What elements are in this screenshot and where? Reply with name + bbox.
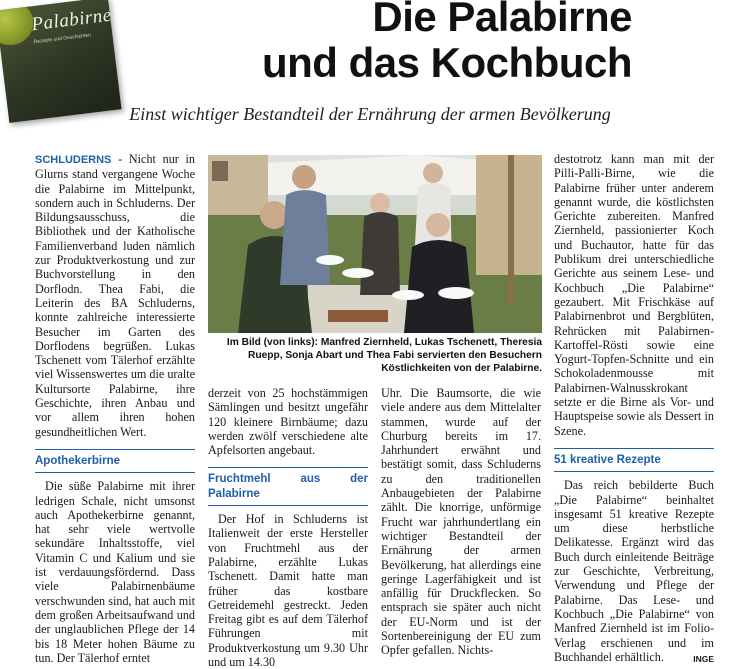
intro-text: - Nicht nur in Glurns stand vergangene Woche die Palabirne im Mittelpunkt, sondern auch in Schluderns. Der Bildungsausschuss, die Bibliothek und der Katholische Familienverband luden nämlich zur Produktverkostung und zur Buchvorstellung in den Dorflodn. Thea Fabi, die Leiterin des BA Schluderns, konnte zahlreiche interessierte Besucher im Garten des Dorflodens begrüßen. Lukas Tschenett vom Tälerhof erzählte viel Wissenswertes um die uralte Kultursorte Palabirne, ihre Geschichte, ihren Anbau und vor allem ihren hohen gesundheitlichen Wert. — [35, 152, 195, 439]
subhead-rezepte: 51 kreative Rezepte — [554, 453, 661, 466]
subhead-rule-bottom — [554, 471, 714, 472]
book-cover-title: Palabirne — [30, 4, 113, 36]
body-paragraph: derzeit von 25 hochstämmigen Sämlingen und besitzt ungefähr 120 kleinere Birnbäume; dazu werden zwölf verschiedene alte Apfelsorten angebaut. — [208, 386, 368, 458]
intro-paragraph — [35, 152, 195, 439]
subhead-rule-top — [554, 448, 714, 449]
photo-caption: Im Bild (von links): Manfred Ziernheld, Lukas Tschenett, Theresia Ruepp, Sonja Abart und Thea Fabi servierten den Besuchern Köstlichkeiten von der Palabirne. — [226, 337, 542, 374]
pear-illustration — [0, 0, 36, 48]
body-paragraph: destotrotz kann man mit der Pilli-Palli-Birne, wie die Palabirne früher unter anderem genannt wurde, die köstlichsten Gerichte zubereiten. Manfred Ziernheld, passionierter Koch und Buchautor, hatte für das Publikum drei unterschiedliche Gerichte aus seinem Lese- und Kochbuch „Die Palabirne“ gezaubert. Mit Frischkäse auf Palabirnenbrot und Bergblüten, Rehrücken mit Palabirnen-Kartoffel-Rösti sowie eine Yogurt-Topfen-Schnitte und ein Schokoladenmousse mit Palabirnen-Walnusskrokant setzte er die Birne als Vor- und Hauptspeise sowie als Dessert in Szene. — [554, 152, 714, 438]
subhead-rule-bottom — [35, 472, 195, 473]
subhead-rule-top — [208, 467, 368, 468]
article-photo — [208, 155, 542, 333]
subhead-fruchtmehl: Fruchtmehl aus der Palabirne — [208, 473, 368, 500]
photo-scene — [208, 155, 542, 333]
subhead-rule-bottom — [208, 505, 368, 506]
article-column-1 — [35, 152, 195, 665]
body-paragraph — [554, 478, 714, 664]
subhead-apothekerbirne: Apothekerbirne — [35, 454, 120, 467]
author-signature: INGE — [693, 653, 714, 664]
body-paragraph: Uhr. Die Baumsorte, die wie viele andere aus dem Mittelalter stammen, wurde auf der Churburg bereits im 17. Jahrhundert erwähnt und bestätigt somit, dass Schluderns zu den traditionellen Anbaugebieten der Palabirne zählt. Die knorrige, unförmige Frucht war jahrhundertlang ein wichtiger Bestandteil der Ernährung der armen Bevölkerung, hat allerdings eine geringe Lagerfähigkeit und ist anfällig für Druckflecken. So entsprach sie später auch nicht der EU-Norm und ist der Sortenbereinigung der EU zum Opfer gefallen. Nichts- — [381, 386, 541, 658]
subhead-rule-top — [35, 449, 195, 450]
dateline: SCHLUDERNS — [35, 154, 112, 166]
headline — [200, 0, 632, 86]
article-column-4 — [554, 152, 714, 666]
article-column-2 — [208, 386, 368, 669]
body-paragraph: Der Hof in Schluderns ist Italienweit der erste Hersteller von Fruchtmehl aus der Palabirne, erzählte Lukas Tschenett. Damit hatte man früher das kostbare Getreidemehl gestreckt. Jeden Freitag gibt es auf dem Tälerhof Führungen mit Produktverkostung um 9.30 Uhr und um 14.30 — [208, 512, 368, 669]
body-paragraph: Die süße Palabirne mit ihrer ledrigen Schale, nicht umsonst auch Apothekerbirne genannt, hat sehr viele wertvolle sekundäre Inhaltsstoffe, viel Vitamin C und Kalium und sie ist verdauungsfördernd. Dass viele Palabirnenbäume verschwunden sind, hat auch mit dem großen Arbeitsaufwand und der unglaublichen Pflege der 14 bis 18 Meter hohen Bäume zu tun. Der Tälerhof erntet — [35, 479, 195, 665]
book-cover-subtitle: Rezepte und Geschichten — [33, 32, 92, 46]
headline-line-2: und das Kochbuch — [262, 39, 632, 86]
headline-line-1: Die Palabirne — [372, 0, 632, 40]
deck-subtitle: Einst wichtiger Bestandteil der Ernährung der armen Bevölkerung — [129, 104, 611, 124]
article-column-3 — [381, 386, 541, 658]
body-text: Das reich bebilderte Buch „Die Palabirne“ beinhaltet insgesamt 51 kreative Rezepte um diese herbstliche Delikatesse. Ergänzt wird das Buch durch einleitende Beiträge zur Geschichte, Verbreitung, Verwendung und Pflege der Palabirne. Das Lese- und Kochbuch „Die Palabirne“ von Manfred Ziernheld ist im Folio-Verlag erschienen und im Buchhandel erhältlich. — [554, 478, 714, 664]
